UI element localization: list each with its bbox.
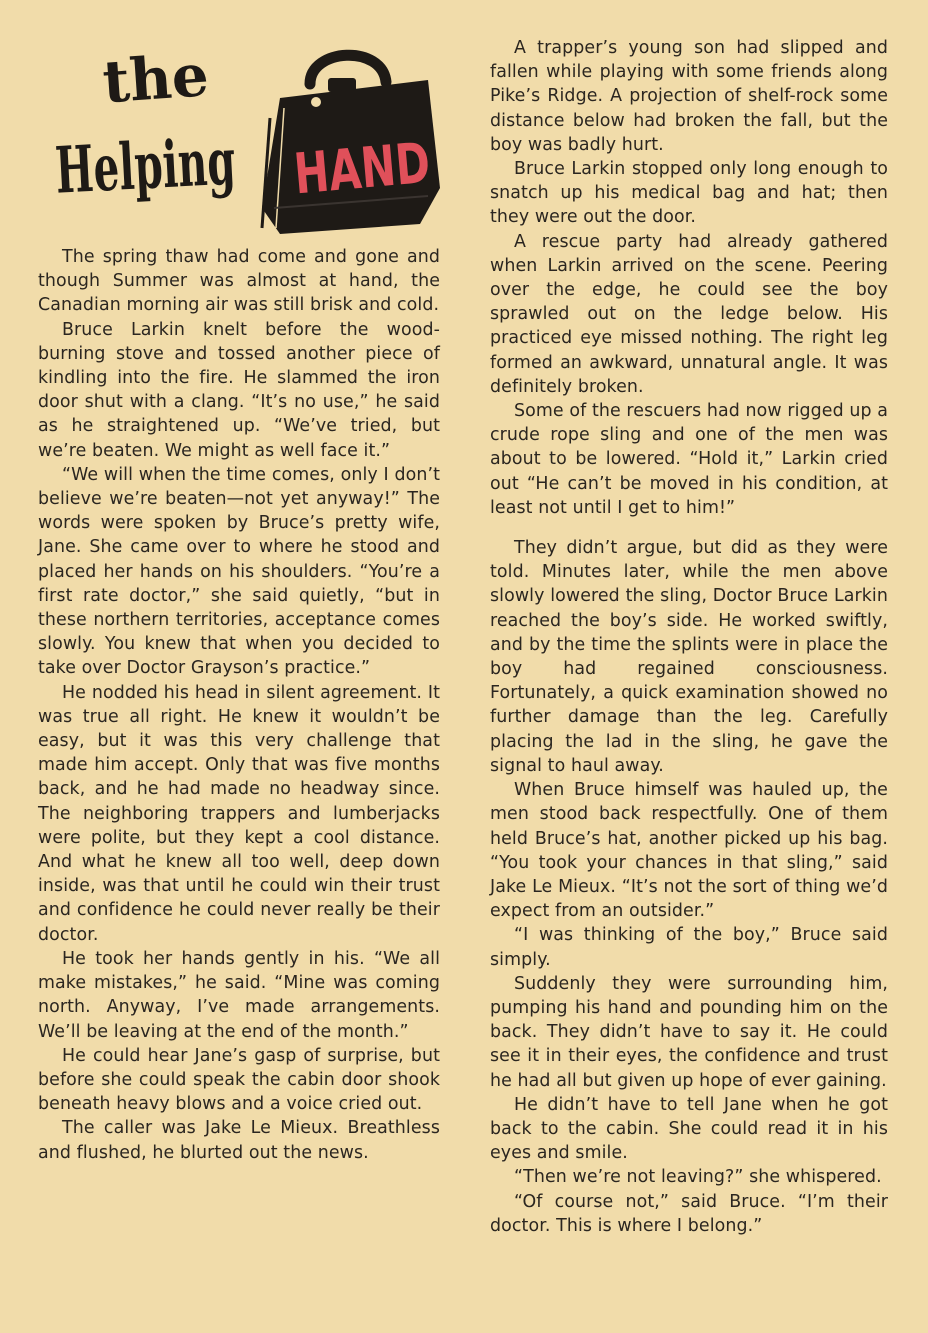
logo-hand: HAND [291,126,481,208]
paragraph: He didn’t have to tell Jane when he got back to the cabin. She could read it in his eyes and smile. [490,1094,888,1164]
paragraph: Some of the rescuers had now rigged up a crude rope sling and one of the men was about to be lowered. “Hold it,” Larkin cried out “He can’t be moved in his condition, at least not until I get to him!” [490,401,888,518]
paragraph: “Of course not,” said Bruce. “I’m their doctor. This is where I belong.” [490,1191,888,1236]
paragraph: “Then we’re not leaving?” she whispered. [514,1167,882,1188]
paragraph: A trapper’s young son had slipped and fallen while playing with some friends along Pike’s Ridge. A projection of shelf-rock some distance below had broken the fall, but the boy was badly hurt. [490,38,888,155]
paragraph: He took her hands gently in his. “We all make mistakes,” he said. “Mine was coming north. Anyway, I’ve made arrangements. We’ll be leaving at the end of the month.” [38,948,440,1042]
paragraph: “We will when the time comes, only I don’t believe we’re beaten—not yet anyway!” The words were spoken by Bruce’s pretty wife, Jane. She came over to where he stood and placed her hands on his shoulders. “You’re a first rate doctor,” she said quietly, “but in these northern territories, acceptance comes slowly. You knew that when you decided to take over Doctor Grayson’s practice.” [38,464,440,679]
paragraph: A rescue party had already gathered when Larkin arrived on the scene. Peering over the edge, he could see the boy sprawled out on the ledge below. His practiced eye missed nothing. The right leg formed an awkward, unnatural angle. It was definitely broken. [490,231,888,397]
paragraph: Suddenly they were surrounding him, pumping his hand and pounding him on the back. They didn’t have to say it. He could see it in their eyes, the confidence and trust he had all but given up hope of ever gaining. [490,973,888,1091]
logo-helping: Helping [53,118,343,209]
left-column [38,245,440,1165]
paragraph: The spring thaw had come and gone and though Summer was almost at hand, the Canadian morning air was still brisk and cold. [38,247,440,316]
paragraph: The caller was Jake Le Mieux. Breathless and flushed, he blurted out the news. [38,1118,440,1163]
logo-the: the [100,41,211,117]
paragraph: Bruce Larkin stopped only long enough to snatch up his medical bag and hat; then they were out the door. [490,159,888,228]
paragraph: He nodded his head in silent agreement. It was true all right. He knew it wouldn’t be easy, but it was this very challenge that made him accept. Only that was five months back, and he had made no headway since. The neighboring trappers and lumberjacks were polite, but they kept a cool distance. And what he knew all too well, deep down inside, was that until he could win their trust and confidence he could never really be their doctor. [38,682,440,945]
title-logo [48,38,481,238]
paragraph: They didn’t argue, but did as they were told. Minutes later, while the men above slowly lowered the sling, Doctor Bruce Larkin reached the boy’s side. He worked swiftly, and by the time the splints were in place the boy had regained consciousness. Fortunately, a quick examination showed no further damage than the leg. Carefully placing the lad in the sling, he gave the signal to haul away. [490,538,888,776]
paragraph: Bruce Larkin knelt before the wood-burning stove and tossed another piece of kindling into the fire. He slammed the iron door shut with a clang. “It’s no use,” he said as he straightened up. “We’ve tried, but we’re beaten. We might as well face it.” [38,319,440,461]
right-column [490,36,888,1238]
paragraph: “I was thinking of the boy,” Bruce said simply. [490,925,888,970]
paragraph: He could hear Jane’s gasp of surprise, but before she could speak the cabin door shook beneath heavy blows and a voice cried out. [38,1045,440,1115]
paragraph: When Bruce himself was hauled up, the men stood back respectfully. One of them held Bruce’s hat, another picked up his bag. “You took your chances in that sling,” said Jake Le Mieux. “It’s not the sort of thing we’d expect from an outsider.” [490,780,888,922]
